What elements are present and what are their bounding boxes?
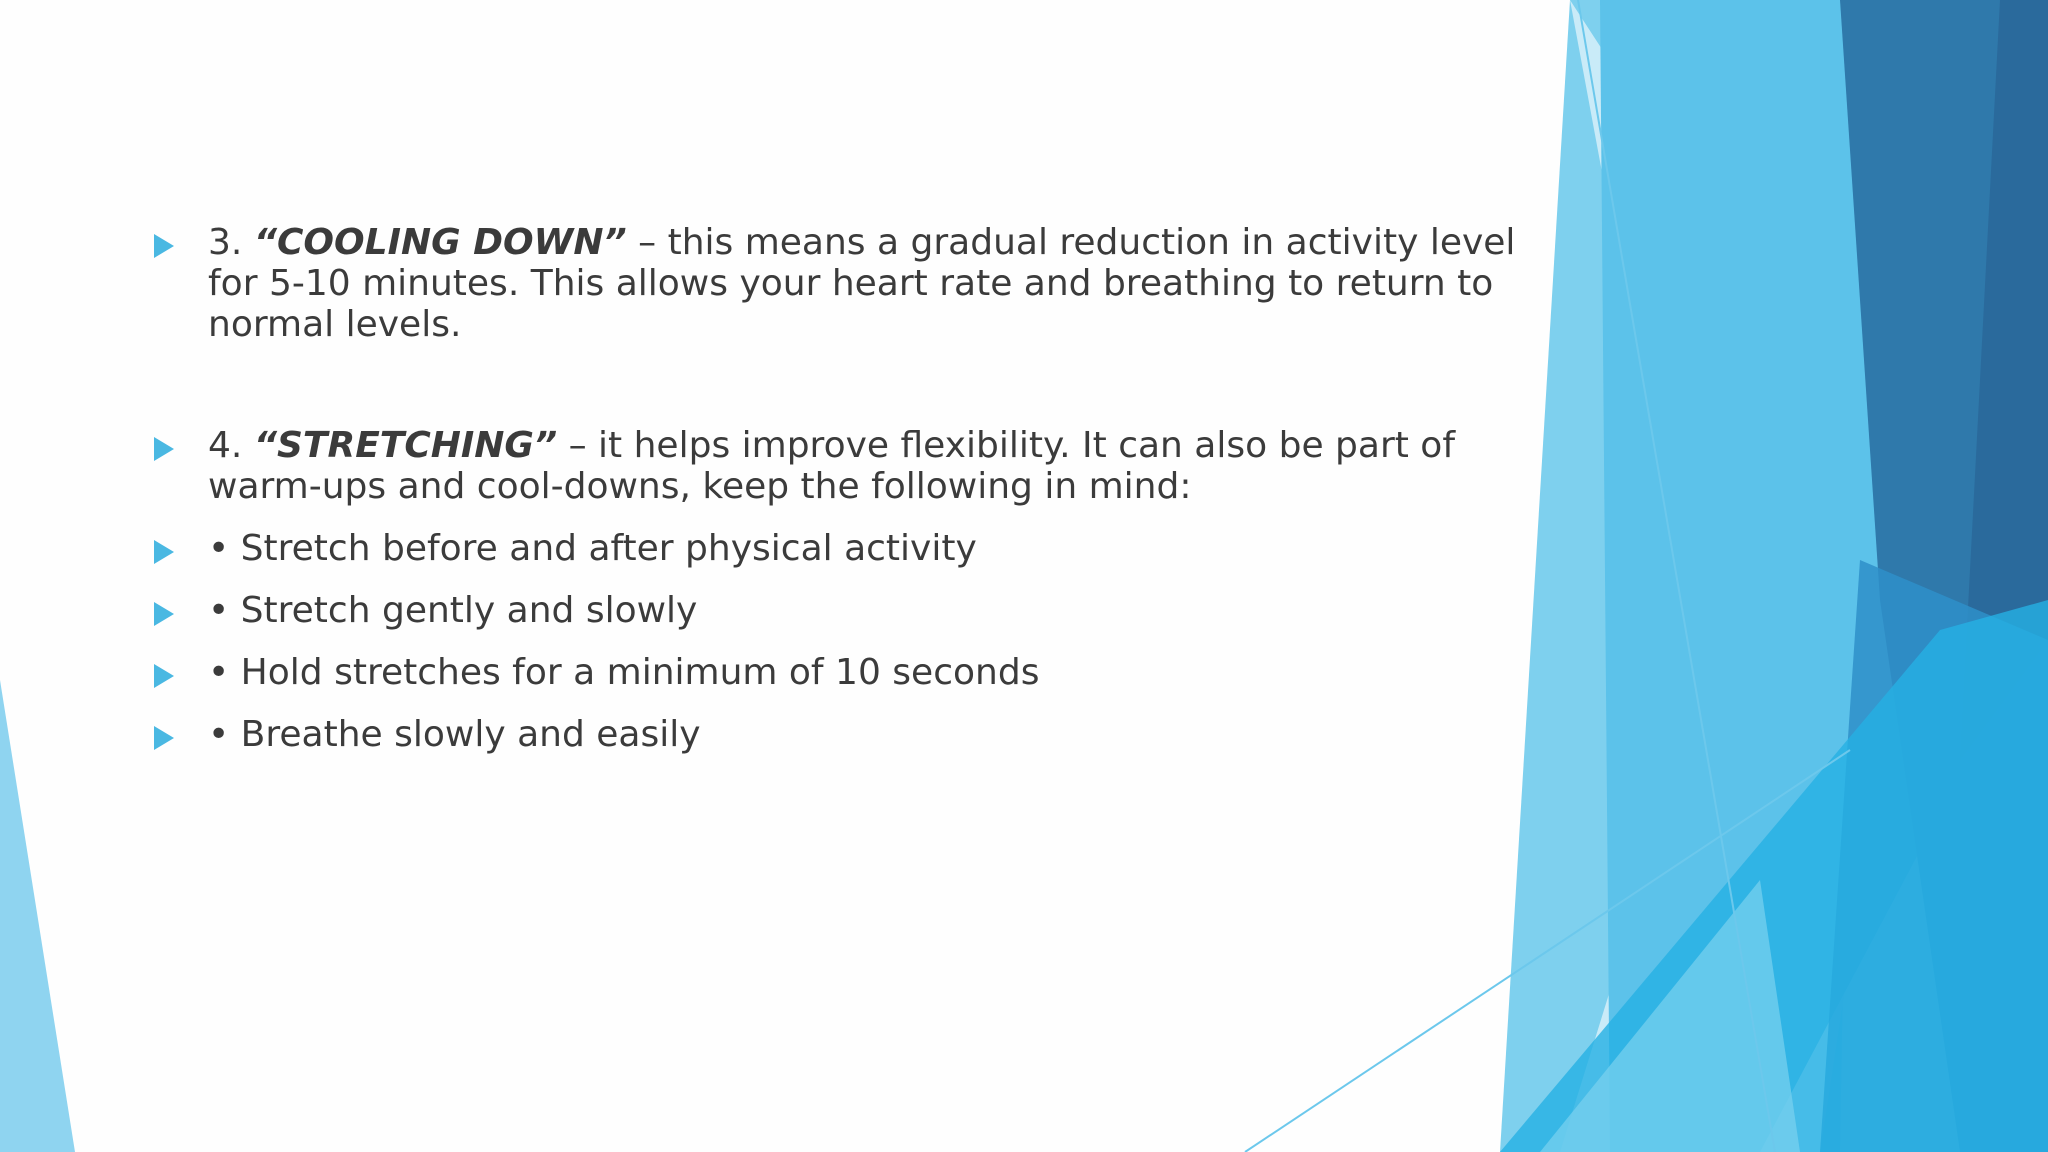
list-item-tip	[150, 590, 1550, 631]
list-item-tip	[150, 652, 1550, 693]
bullet-arrow-icon	[154, 437, 174, 461]
bullet-arrow-icon	[154, 540, 174, 564]
item-number: 4.	[208, 425, 243, 466]
tip-text: • Hold stretches for a minimum of 10 seconds	[208, 652, 1040, 693]
list-item-tip	[150, 714, 1550, 755]
list-item-cooling-down	[150, 222, 1550, 345]
bullet-arrow-icon	[154, 664, 174, 688]
list-item-tip	[150, 528, 1550, 569]
list-item-stretching	[150, 425, 1550, 507]
tip-text: • Stretch gently and slowly	[208, 590, 698, 631]
tip-text: • Breathe slowly and easily	[208, 714, 701, 755]
bullet-arrow-icon	[154, 602, 174, 626]
item-text: – this means a gradual reduction in activity level for 5-10 minutes. This allows your heart rate and breathing to return to normal levels.	[208, 222, 1516, 345]
item-term: “COOLING DOWN”	[253, 222, 627, 263]
bullet-list	[150, 222, 1550, 776]
left-accent-shape	[0, 680, 75, 1152]
item-text: – it helps improve flexibility. It can also be part of warm-ups and cool-downs, keep the following in mind:	[208, 425, 1456, 507]
item-number: 3.	[208, 222, 243, 263]
item-term: “STRETCHING”	[253, 425, 558, 466]
bullet-arrow-icon	[154, 726, 174, 750]
tip-text: • Stretch before and after physical activity	[208, 528, 977, 569]
bullet-arrow-icon	[154, 234, 174, 258]
